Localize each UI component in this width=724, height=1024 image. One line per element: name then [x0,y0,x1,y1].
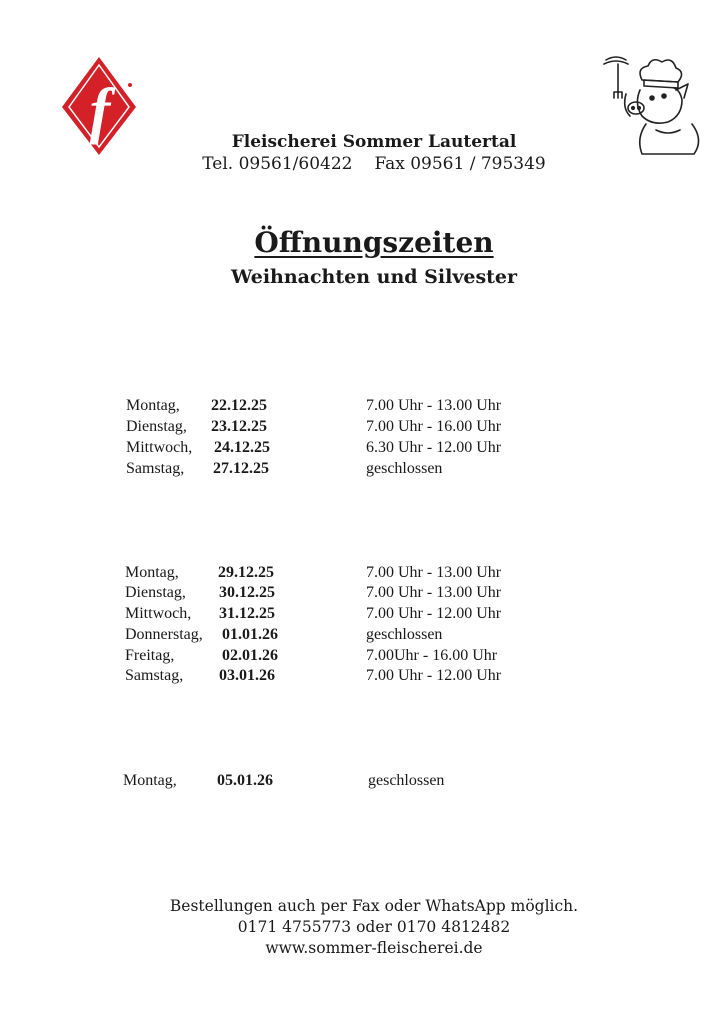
schedule-row [0,772,724,793]
hours-label: 6.30 Uhr - 12.00 Uhr [366,439,502,456]
whatsapp-numbers: 0171 4755773 oder 0170 4812482 [237,918,511,936]
schedule-row [0,584,724,605]
schedule-row [0,667,724,688]
contact-line [12,154,724,174]
logo-letter: f [89,77,111,145]
day-label: Freitag, [125,647,175,664]
website-url: www.sommer-fleischerei.de [265,939,483,957]
date-label: 24.12.25 [214,439,270,456]
footer [12,896,724,959]
fax-number: Fax 09561 / 795349 [374,154,546,174]
day-label: Donnerstag, [125,626,203,643]
hours-label: 7.00 Uhr - 13.00 Uhr [366,584,502,601]
day-label: Montag, [123,772,177,789]
schedule-row [0,647,724,668]
schedule-row [0,460,724,481]
day-label: Samstag, [126,460,185,477]
schedule-row [0,397,724,418]
page-subtitle: Weihnachten und Silvester [230,266,518,288]
schedule-row [0,439,724,460]
day-label: Montag, [125,564,179,581]
hours-label: 7.00 Uhr - 12.00 Uhr [366,605,502,622]
day-label: Mittwoch, [126,439,193,456]
date-label: 03.01.26 [219,667,275,684]
page-title: Öffnungszeiten [254,226,494,259]
schedule-row [0,605,724,626]
hours-label: 7.00 Uhr - 12.00 Uhr [366,667,502,684]
date-label: 30.12.25 [219,584,275,601]
date-label: 22.12.25 [211,397,267,414]
day-label: Samstag, [125,667,184,684]
phone-number: Tel. 09561/60422 [202,154,353,174]
date-label: 23.12.25 [211,418,267,435]
date-label: 27.12.25 [213,460,269,477]
date-label: 02.01.26 [222,647,278,664]
hours-label: 7.00 Uhr - 16.00 Uhr [366,418,502,435]
date-label: 01.01.26 [222,626,278,643]
schedule-row [0,564,724,585]
date-label: 31.12.25 [219,605,275,622]
hours-label: 7.00 Uhr - 13.00 Uhr [366,564,502,581]
date-label: 05.01.26 [217,772,273,789]
schedule-row [0,418,724,439]
day-label: Dienstag, [125,584,186,601]
shop-name: Fleischerei Sommer Lautertal [231,132,517,152]
hours-label: 7.00 Uhr - 13.00 Uhr [366,397,502,414]
hours-label: geschlossen [366,460,443,477]
date-label: 29.12.25 [218,564,274,581]
day-label: Montag, [126,397,180,414]
order-info: Bestellungen auch per Fax oder WhatsApp möglich. [169,897,579,915]
day-label: Mittwoch, [125,605,192,622]
hours-label: geschlossen [368,772,445,789]
day-label: Dienstag, [126,418,187,435]
schedule-row [0,626,724,647]
hours-label: 7.00Uhr - 16.00 Uhr [366,647,498,664]
hours-label: geschlossen [366,626,443,643]
